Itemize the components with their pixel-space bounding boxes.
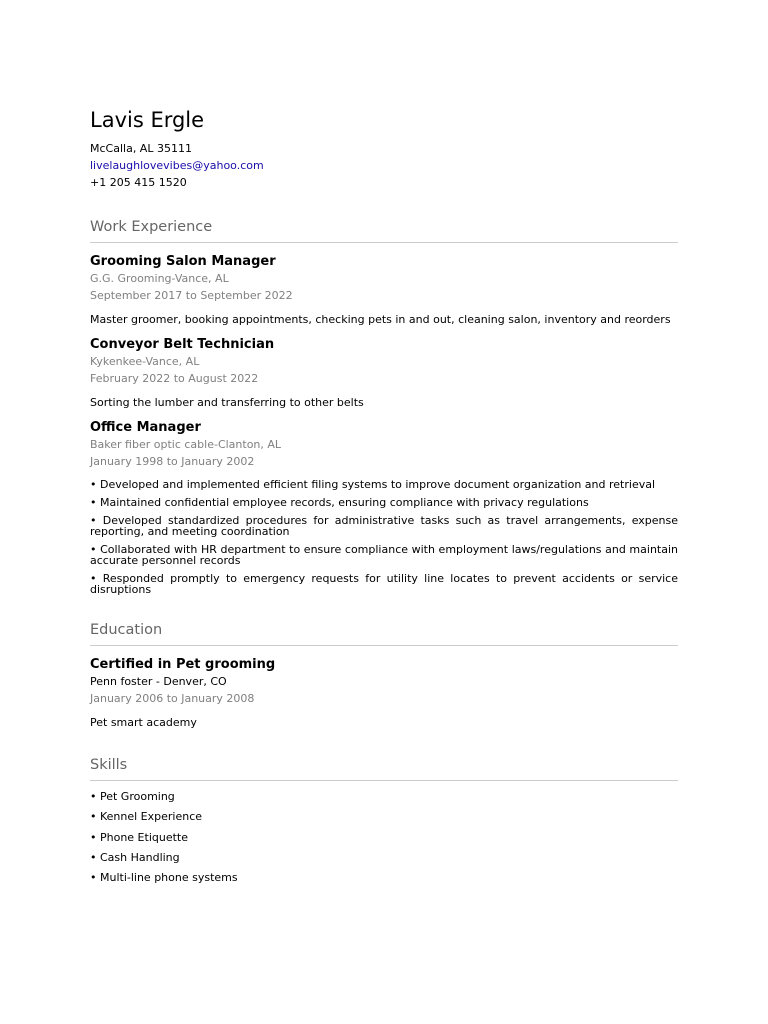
phone-number: +1 205 415 1520 xyxy=(90,176,187,189)
section-title-skills: Skills xyxy=(90,757,128,773)
skills-list xyxy=(90,790,678,885)
job-entry xyxy=(90,253,678,327)
job-entry xyxy=(90,336,678,410)
job-bullet: • Developed standardized procedures for administrative tasks such as travel arrangements, expense reporting, and meeting coordination xyxy=(90,514,678,538)
job-description: Master groomer, booking appointments, checking pets in and out, cleaning salon, inventory and reorders xyxy=(90,313,671,326)
section-title-work-experience: Work Experience xyxy=(90,219,213,235)
job-bullet-list xyxy=(90,479,678,595)
job-title: Office Manager xyxy=(90,420,201,435)
school-name: Penn foster - Denver, CO xyxy=(90,675,227,688)
education-entry xyxy=(90,656,678,730)
location: McCalla, AL 35111 xyxy=(90,142,192,155)
skill-item: • Kennel Experience xyxy=(90,810,203,824)
resume-header xyxy=(90,106,678,191)
job-company: G.G. Grooming-Vance, AL xyxy=(90,272,229,285)
job-title: Grooming Salon Manager xyxy=(90,254,276,269)
job-bullet: • Responded promptly to emergency requests for utility line locates to prevent accidents or service disruptions xyxy=(90,572,678,596)
job-bullet: • Developed and implemented efficient filing systems to improve document organization and retrieval xyxy=(90,478,656,491)
resume-content xyxy=(90,106,678,891)
degree-title: Certified in Pet grooming xyxy=(90,657,276,672)
job-title: Conveyor Belt Technician xyxy=(90,337,275,352)
job-bullet: • Maintained confidential employee records, ensuring compliance with privacy regulations xyxy=(90,496,589,509)
email-link[interactable]: livelaughlovevibes@yahoo.com xyxy=(90,159,264,172)
education-dates: January 2006 to January 2008 xyxy=(90,692,255,705)
job-dates: September 2017 to September 2022 xyxy=(90,289,293,302)
section-divider xyxy=(90,242,678,243)
section-divider xyxy=(90,780,678,781)
skill-item: • Multi-line phone systems xyxy=(90,871,238,885)
education-section xyxy=(90,621,678,730)
job-company: Baker fiber optic cable-Clanton, AL xyxy=(90,438,282,451)
job-dates: February 2022 to August 2022 xyxy=(90,372,259,385)
job-description: Sorting the lumber and transferring to other belts xyxy=(90,396,364,409)
section-divider xyxy=(90,645,678,646)
candidate-name: Lavis Ergle xyxy=(90,108,205,132)
skills-section xyxy=(90,756,678,885)
education-description: Pet smart academy xyxy=(90,716,197,729)
job-bullet: • Collaborated with HR department to ensure compliance with employment laws/regulations and maintain accurate personnel records xyxy=(90,543,678,567)
skill-item: • Phone Etiquette xyxy=(90,830,188,844)
skill-item: • Pet Grooming xyxy=(90,790,175,803)
section-title-education: Education xyxy=(90,622,163,638)
work-experience-section xyxy=(90,218,678,595)
job-dates: January 1998 to January 2002 xyxy=(90,455,255,468)
job-entry xyxy=(90,419,678,595)
skill-item: • Cash Handling xyxy=(90,850,180,864)
job-company: Kykenkee-Vance, AL xyxy=(90,355,200,368)
